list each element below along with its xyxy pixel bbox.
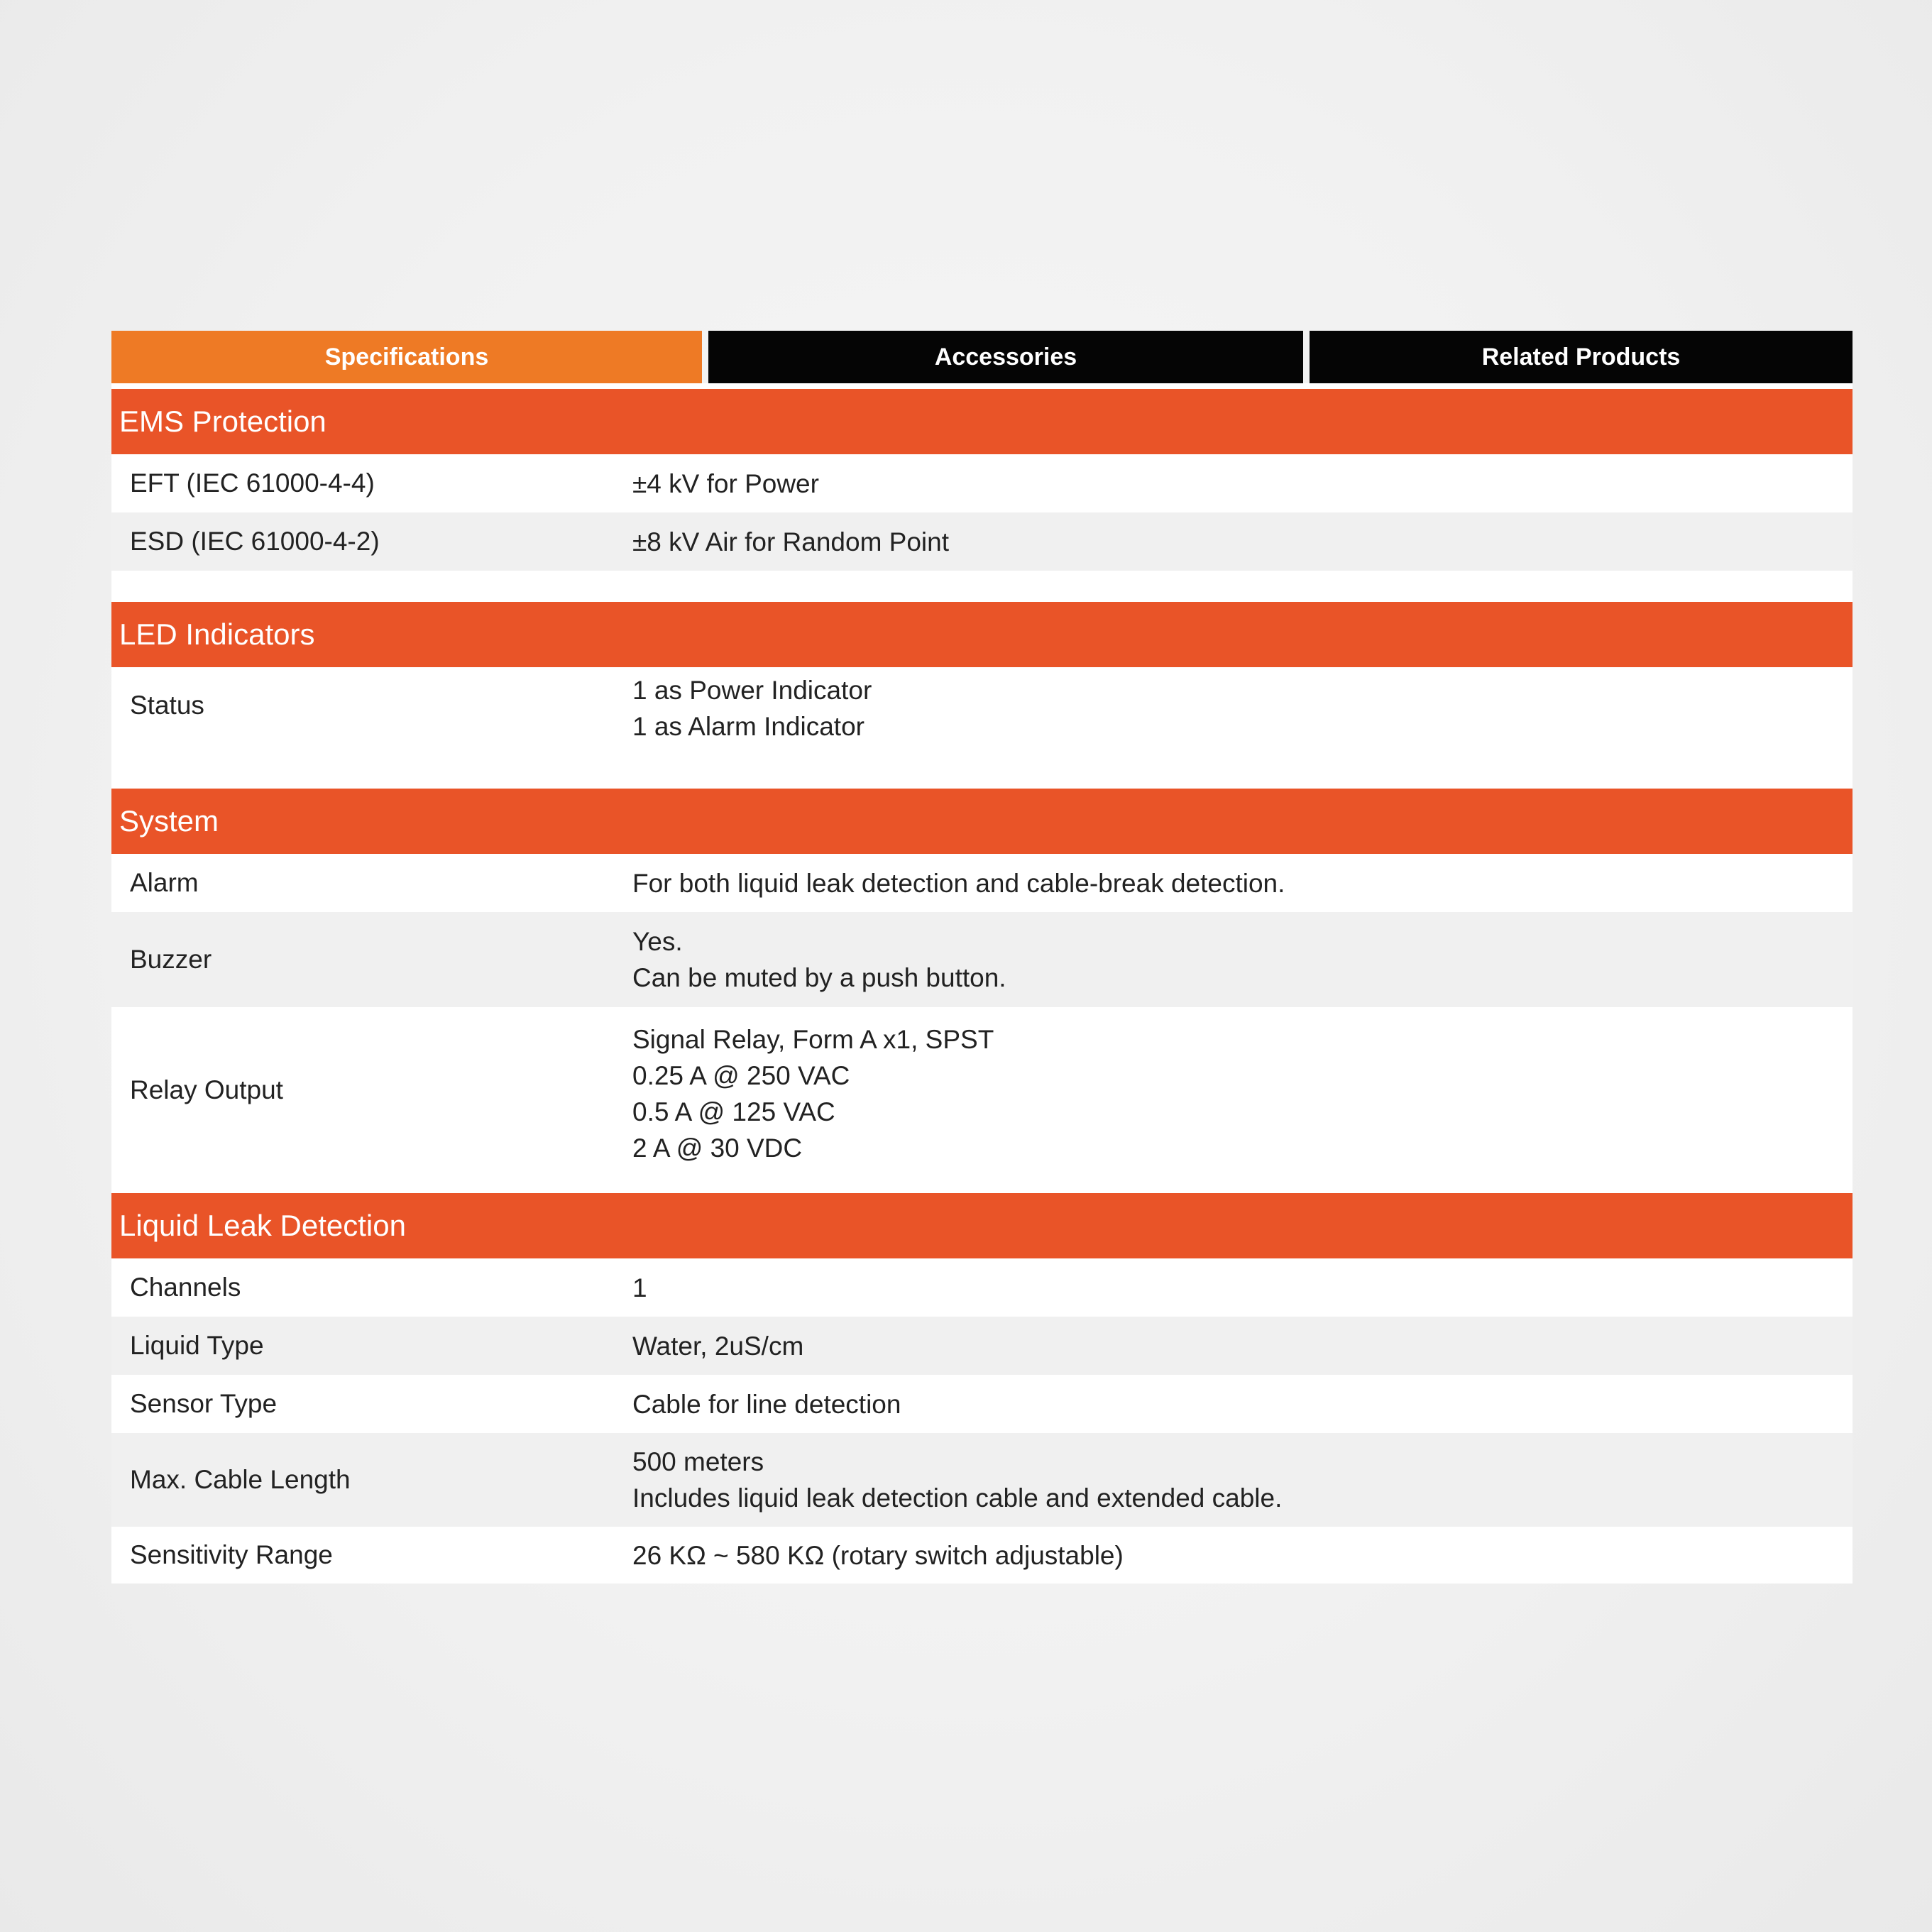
spec-row-relay-output	[111, 1007, 1853, 1172]
spec-label: Alarm	[130, 868, 199, 897]
spec-label: Sensitivity Range	[130, 1540, 333, 1569]
spec-label: Status	[130, 691, 204, 720]
spec-value: 1	[632, 1273, 647, 1302]
spec-label: Channels	[130, 1273, 241, 1302]
spec-row-buzzer	[111, 912, 1853, 1007]
spec-label: Sensor Type	[130, 1389, 278, 1418]
spec-row-sensor-type	[111, 1375, 1853, 1433]
spec-value: Signal Relay, Form A x1, SPST 0.25 A @ 250 VAC 0.5 A @ 125 VAC 2 A @ 30 VDC	[632, 1025, 994, 1163]
section-header-led-indicators: LED Indicators	[111, 602, 1853, 667]
spec-label: Relay Output	[130, 1075, 283, 1104]
spec-row-channels	[111, 1258, 1853, 1317]
section-header-ems-protection: EMS Protection	[111, 389, 1853, 454]
section-spacer	[111, 571, 1853, 602]
spec-label: ESD (IEC 61000-4-2)	[130, 527, 380, 556]
tab-bar	[111, 331, 1853, 383]
section-spacer	[111, 764, 1853, 789]
spec-value: Water, 2uS/cm	[632, 1331, 804, 1361]
spec-label: EFT (IEC 61000-4-4)	[130, 468, 375, 498]
section-spacer	[111, 1172, 1853, 1193]
tab-specifications[interactable]: Specifications	[111, 331, 702, 383]
tab-divider	[111, 383, 1853, 389]
section-header-liquid-leak-detection: Liquid Leak Detection	[111, 1193, 1853, 1258]
spec-row-alarm	[111, 854, 1853, 912]
spec-row-max-cable-length	[111, 1433, 1853, 1527]
spec-panel	[111, 331, 1853, 1584]
spec-row-sensitivity-range	[111, 1527, 1853, 1584]
tab-accessories[interactable]: Accessories	[708, 331, 1303, 383]
spec-value: ±8 kV Air for Random Point	[632, 527, 950, 556]
spec-label: Buzzer	[130, 945, 212, 974]
spec-row-eft	[111, 454, 1853, 512]
spec-value: Cable for line detection	[632, 1389, 901, 1419]
spec-label: Max. Cable Length	[130, 1465, 351, 1494]
spec-value: Yes. Can be muted by a push button.	[632, 927, 1006, 992]
spec-label: Liquid Type	[130, 1331, 264, 1360]
spec-value: 500 meters Includes liquid leak detection cable and extended cable.	[632, 1447, 1283, 1513]
tab-related-products[interactable]: Related Products	[1310, 331, 1853, 383]
section-header-system: System	[111, 789, 1853, 854]
spec-value: 26 KΩ ~ 580 KΩ (rotary switch adjustable)	[632, 1540, 1124, 1570]
spec-row-liquid-type	[111, 1317, 1853, 1375]
spec-value: 1 as Power Indicator 1 as Alarm Indicator	[632, 676, 872, 741]
spec-row-esd	[111, 512, 1853, 571]
spec-row-status	[111, 667, 1853, 764]
spec-value: ±4 kV for Power	[632, 468, 819, 498]
spec-value: For both liquid leak detection and cable-break detection.	[632, 868, 1285, 898]
